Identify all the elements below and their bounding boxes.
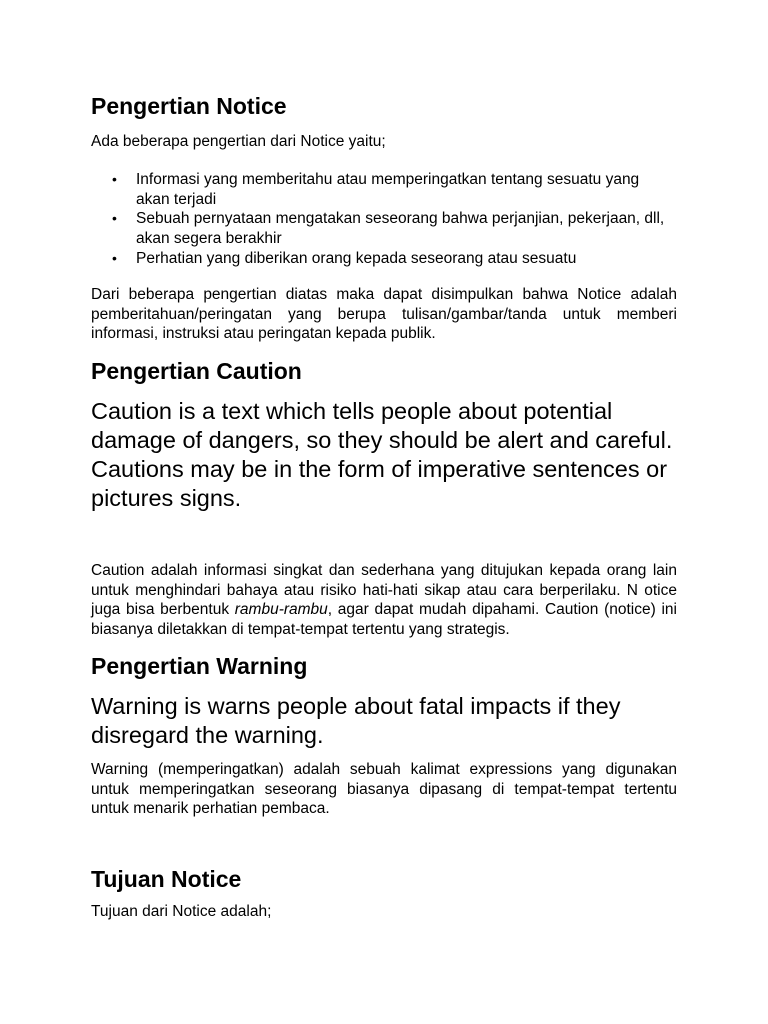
bullet-icon: • (112, 210, 117, 227)
bullet-icon: • (112, 171, 117, 187)
list-item (91, 209, 677, 248)
list-item-text: Sebuah pernyataan mengatakan seseorang bahwa perjanjian, pekerjaan, dll, akan segera berakhir (136, 210, 665, 248)
caution-body-part2: , agar dapat mudah dipahami. Caution (notice) ini biasanya diletakkan di tempat-tempat tertentu yang strategis. (91, 601, 677, 639)
tujuan-heading: Tujuan Notice (91, 866, 242, 892)
list-item-text: Informasi yang memberitahu atau memperingatkan tentang sesuatu yang akan terjadi (136, 171, 640, 208)
notice-summary: Dari beberapa pengertian diatas maka dapat disimpulkan bahwa Notice adalah pemberitahuan/peringatan yang berupa tulisan/gambar/tanda untuk memberi informasi, instruksi atau peringatan kepada publik. (91, 286, 677, 343)
list-item (91, 170, 677, 209)
caution-body (91, 561, 677, 640)
warning-heading: Pengertian Warning (91, 653, 308, 679)
notice-definition-list (91, 170, 677, 269)
warning-lead: Warning is warns people about fatal impacts if they disregard the warning. (91, 693, 621, 748)
caution-body-part1: Caution adalah informasi singkat dan sederhana yang ditujukan kepada orang lain untuk menghindari bahaya atau risiko hati-hati sikap atau cara berperilaku. N otice juga bisa berbentuk (91, 562, 677, 619)
caution-lead: Caution is a text which tells people about potential damage of dangers, so they should be alert and careful. Cautions may be in the form of imperative sentences or pictures signs. (91, 398, 673, 511)
bullet-icon: • (112, 249, 117, 266)
caution-body-italic: rambu-rambu (234, 601, 328, 619)
notice-intro: Ada beberapa pengertian dari Notice yaitu; (91, 133, 386, 150)
list-item-text: Perhatian yang diberikan orang kepada seseorang atau sesuatu (136, 249, 577, 267)
warning-body: Warning (memperingatkan) adalah sebuah kalimat expressions yang digunakan untuk memperingatkan seseorang biasanya dipasang di tempat-tempat tertentu untuk menarik perhatian pembaca. (91, 761, 677, 818)
notice-heading: Pengertian Notice (91, 93, 287, 119)
list-item (91, 249, 677, 269)
tujuan-intro: Tujuan dari Notice adalah; (91, 903, 272, 920)
caution-heading: Pengertian Caution (91, 358, 302, 384)
